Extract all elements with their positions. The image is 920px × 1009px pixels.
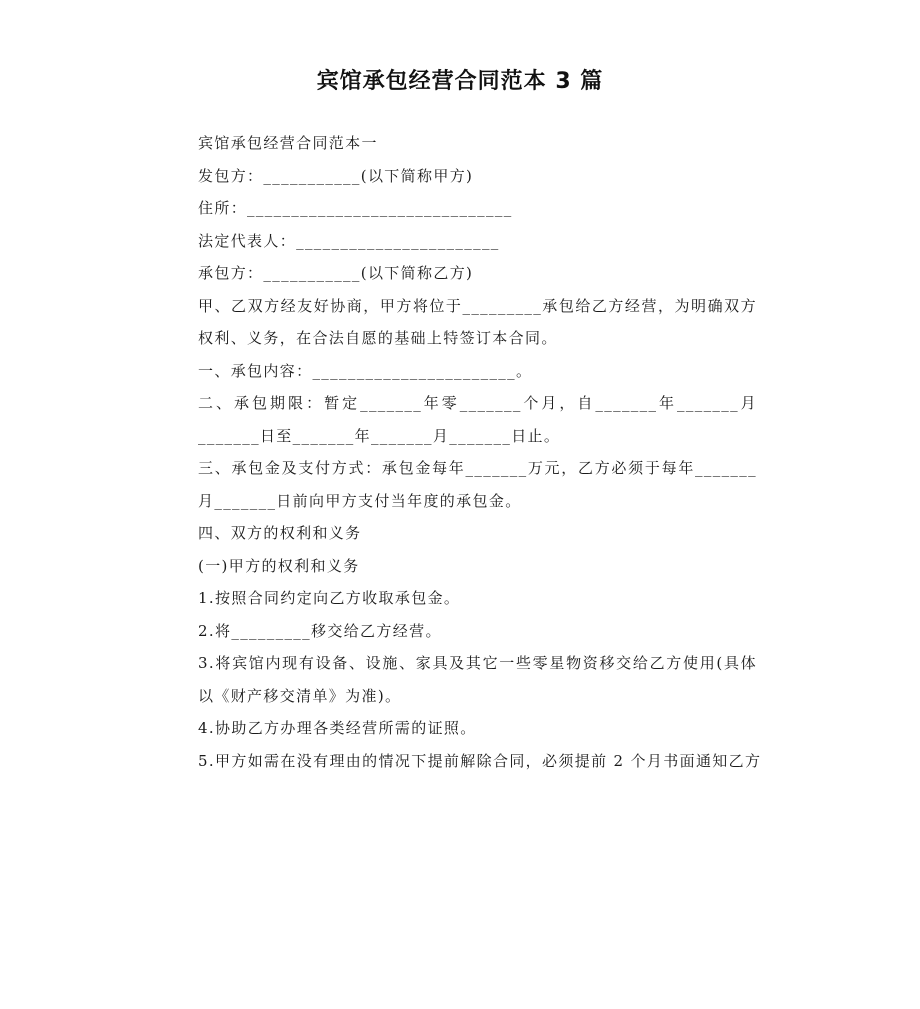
document-body (165, 127, 762, 777)
paragraph-subclause-a: (一)甲方的权利和义务 (198, 556, 360, 575)
paragraph-contract-heading: 宾馆承包经营合同范本一 (198, 134, 378, 152)
paragraph-issuer: 发包方：___________(以下简称甲方) (198, 166, 474, 185)
paragraph-legal-representative: 法定代表人：_______________________ (198, 231, 500, 250)
paragraph-clause-2: 二、承包期限：暂定_______年零_______个月，自_______年_______月_______日至_______年_______月_______日止。 (198, 394, 757, 445)
paragraph-item-3: 3.将宾馆内现有设备、设施、家具及其它一些零星物资移交给乙方使用(具体以《财产移交清单》为准)。 (198, 654, 757, 705)
paragraph-contractor: 承包方：___________(以下简称乙方) (198, 264, 474, 282)
paragraph-item-1: 1.按照合同约定向乙方收取承包金。 (198, 589, 461, 607)
paragraph-item-2: 2.将_________移交给乙方经营。 (198, 621, 442, 640)
paragraph-clause-1: 一、承包内容：_______________________。 (198, 361, 533, 380)
paragraph-clause-3: 三、承包金及支付方式：承包金每年_______万元，乙方必须于每年_______月_______日前向甲方支付当年度的承包金。 (198, 459, 757, 510)
paragraph-item-4: 4.协助乙方办理各类经营所需的证照。 (198, 719, 477, 737)
paragraph-clause-4: 四、双方的权利和义务 (198, 524, 362, 542)
paragraph-item-5: 5.甲方如需在没有理由的情况下提前解除合同，必须提前 2 个月书面通知乙方 (198, 751, 762, 770)
document-title: 宾馆承包经营合同范本 3 篇 (316, 69, 604, 94)
paragraph-address: 住所：______________________________ (198, 199, 513, 217)
paragraph-preamble: 甲、乙双方经友好协商，甲方将位于_________承包给乙方经营，为明确双方权利、义务，在合法自愿的基础上特签订本合同。 (198, 296, 757, 347)
